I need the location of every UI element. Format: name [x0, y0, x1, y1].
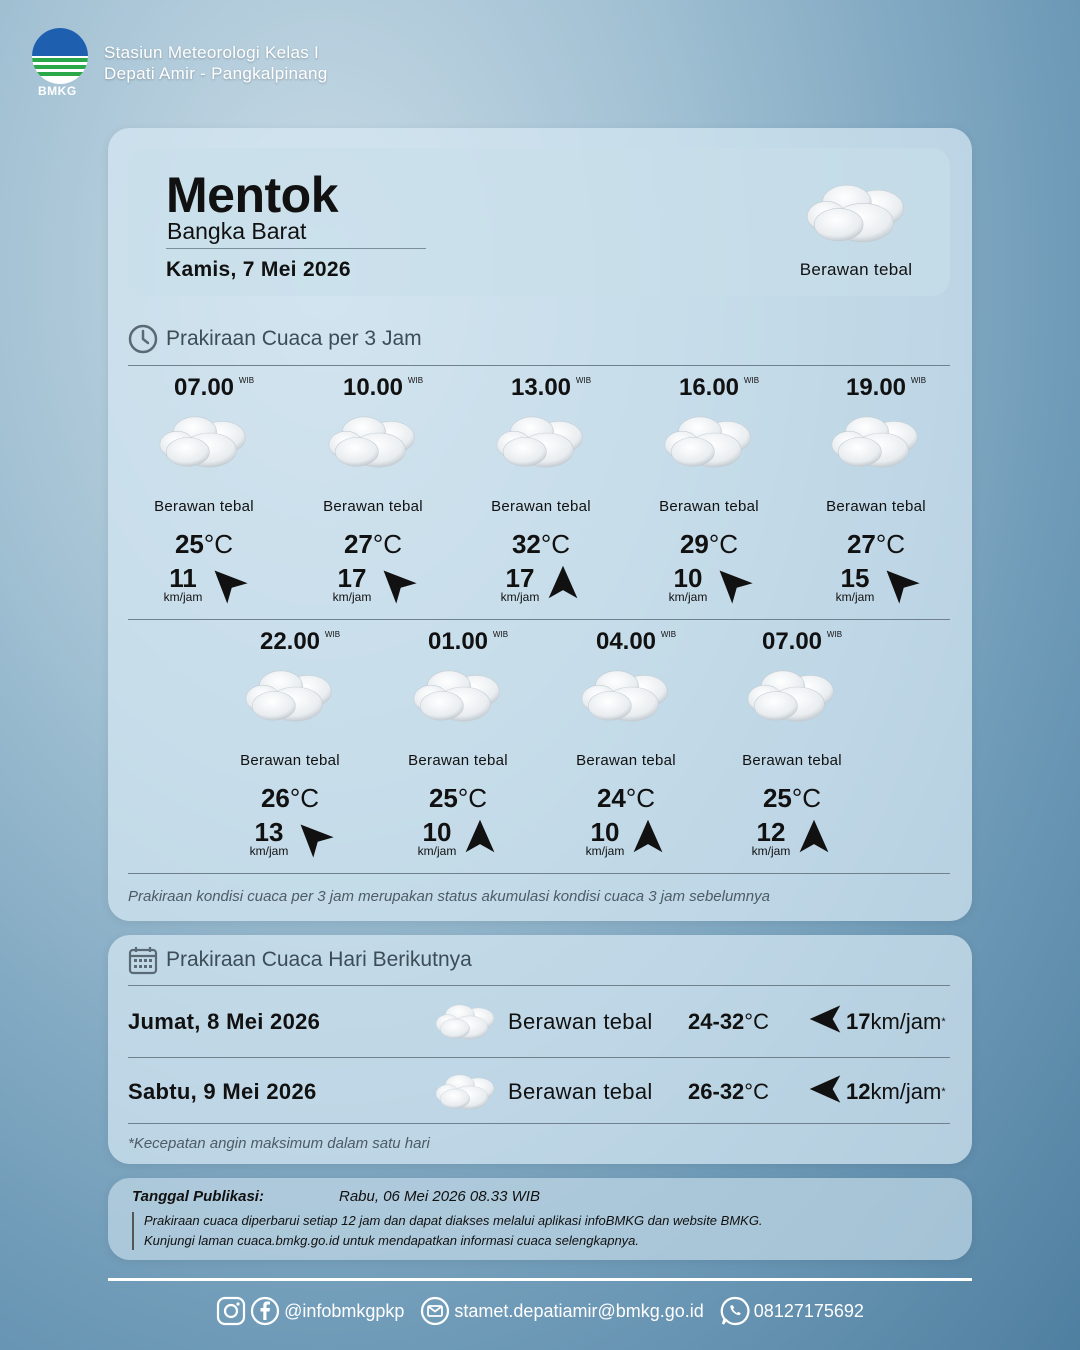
slot-timezone: WIB: [407, 376, 424, 385]
slot-timezone: WIB: [324, 630, 341, 639]
slot-temp-value: 27: [846, 529, 876, 559]
social-contact[interactable]: [216, 1296, 404, 1326]
slot-time-value: 19.00: [845, 374, 907, 401]
cloud-icon: [293, 414, 453, 486]
slot-temp-unit: °C: [203, 529, 234, 559]
slot-temperature: [124, 529, 284, 560]
slot-temperature: [546, 783, 706, 814]
next-day-tmin: 26: [688, 1079, 713, 1104]
hourly-slot: [293, 374, 453, 604]
publication-note-1: Prakiraan cuaca diperbarui setiap 12 jam dan dapat diakses melalui aplikasi infoBMKG dan website BMKG.: [144, 1213, 763, 1228]
hourly-slot: [546, 628, 706, 858]
slot-temperature: [796, 529, 956, 560]
slot-wind-speed: 13: [254, 817, 284, 847]
instagram-icon: [216, 1296, 246, 1326]
cloud-icon: [806, 182, 908, 250]
slot-wind-speed: 15: [840, 563, 870, 593]
next-day-temperature: 26-32°C: [688, 1079, 769, 1104]
hourly-note: Prakiraan kondisi cuaca per 3 jam merupakan status akumulasi kondisi cuaca 3 jam sebelumnya: [128, 888, 770, 905]
slot-condition: Berawan tebal: [154, 498, 254, 515]
slot-wind-unit: km/jam: [163, 590, 203, 604]
divider: [132, 1212, 134, 1250]
facebook-icon: [250, 1296, 280, 1326]
wind-direction-icon: [377, 564, 413, 605]
slot-wind: [796, 564, 956, 604]
slot-condition: Berawan tebal: [323, 498, 423, 515]
publication-note-2: Kunjungi laman cuaca.bmkg.go.id untuk mendapatkan informasi cuaca selengkapnya.: [144, 1233, 640, 1248]
slot-wind: [546, 818, 706, 858]
slot-time: [595, 628, 677, 656]
wind-direction-icon: [713, 564, 749, 605]
cloud-icon: [210, 668, 370, 740]
station-header: [32, 28, 328, 98]
next-day-row: [128, 987, 950, 1057]
divider: [128, 365, 950, 366]
slot-wind-speed: 12: [756, 817, 786, 847]
next-days-section-title: [128, 945, 472, 975]
next-day-wind-unit: km/jam: [870, 1009, 942, 1034]
whatsapp-icon: [720, 1296, 750, 1326]
next-day-wind-unit: km/jam: [870, 1079, 942, 1104]
slot-condition: Berawan tebal: [491, 498, 591, 515]
slot-timezone: WIB: [826, 630, 843, 639]
logo-text: BMKG: [38, 84, 77, 98]
divider: [166, 248, 426, 249]
slot-temp-value: 25: [428, 783, 458, 813]
station-name-line2: Depati Amir - Pangkalpinang: [104, 64, 328, 83]
slot-temperature: [210, 783, 370, 814]
next-day-row: [128, 1057, 950, 1127]
cloud-icon: [461, 414, 621, 486]
mail-icon: [420, 1296, 450, 1326]
slot-time-value: 16.00: [678, 374, 740, 401]
slot-temperature: [293, 529, 453, 560]
slot-temp-unit: °C: [540, 529, 571, 559]
slot-time-value: 07.00: [761, 628, 823, 655]
next-day-wind: [808, 1072, 946, 1112]
hourly-slot: [461, 374, 621, 604]
slot-temp-unit: °C: [289, 783, 320, 813]
divider: [128, 985, 950, 986]
wind-direction-icon: [796, 818, 832, 859]
next-day-tmin: 24: [688, 1009, 713, 1034]
city-name: Mentok: [166, 167, 338, 223]
next-day-wind-speed: 12: [846, 1079, 871, 1104]
slot-time-value: 13.00: [510, 374, 572, 401]
slot-timezone: WIB: [238, 376, 255, 385]
slot-time: [761, 628, 843, 656]
hourly-slot: [712, 628, 872, 858]
cloud-icon: [428, 1073, 504, 1111]
slot-temp-unit: °C: [372, 529, 403, 559]
station-name-line1: Stasiun Meteorologi Kelas I: [104, 43, 320, 62]
next-day-wind-speed: 17: [846, 1009, 871, 1034]
whatsapp-contact[interactable]: [720, 1296, 864, 1326]
hourly-slot: [210, 628, 370, 858]
divider: [128, 873, 950, 874]
slot-wind: [293, 564, 453, 604]
slot-time-value: 10.00: [342, 374, 404, 401]
slot-temp-unit: °C: [708, 529, 739, 559]
slot-time: [259, 628, 341, 656]
phone-number: 08127175692: [753, 1300, 864, 1321]
wind-note: *Kecepatan angin maksimum dalam satu hari: [128, 1135, 430, 1152]
slot-time: [678, 374, 760, 402]
slot-temp-value: 24: [596, 783, 626, 813]
hourly-section-title: [128, 324, 422, 354]
slot-wind-speed: 17: [505, 563, 535, 593]
wind-direction-icon: [630, 818, 666, 859]
wind-direction-icon: [808, 1002, 842, 1042]
slot-wind-unit: km/jam: [668, 590, 708, 604]
slot-wind: [629, 564, 789, 604]
cloud-icon: [629, 414, 789, 486]
next-day-date: Sabtu, 9 Mei 2026: [128, 1079, 317, 1104]
slot-wind-unit: km/jam: [500, 590, 540, 604]
publication-panel: [108, 1178, 972, 1260]
region-name: Bangka Barat: [167, 218, 307, 244]
slot-temperature: [378, 783, 538, 814]
slot-wind-unit: km/jam: [835, 590, 875, 604]
slot-temperature: [712, 783, 872, 814]
publication-date: Rabu, 06 Mei 2026 08.33 WIB: [339, 1188, 540, 1205]
cloud-icon: [796, 414, 956, 486]
hourly-slot: [796, 374, 956, 604]
email-address: stamet.depatiamir@bmkg.go.id: [454, 1300, 704, 1321]
slot-temperature: [629, 529, 789, 560]
slot-condition: Berawan tebal: [240, 752, 340, 769]
slot-wind-speed: 17: [337, 563, 367, 593]
forecast-date: Kamis, 7 Mei 2026: [166, 258, 351, 281]
slot-time-value: 04.00: [595, 628, 657, 655]
slot-temp-value: 32: [511, 529, 541, 559]
slot-condition: Berawan tebal: [576, 752, 676, 769]
hourly-slot: [124, 374, 284, 604]
slot-wind: [124, 564, 284, 604]
slot-temp-value: 25: [762, 783, 792, 813]
slot-temp-value: 25: [174, 529, 204, 559]
slot-condition: Berawan tebal: [742, 752, 842, 769]
slot-temp-unit: °C: [791, 783, 822, 813]
hourly-title-text: Prakiraan Cuaca per 3 Jam: [166, 327, 422, 350]
slot-wind: [210, 818, 370, 858]
slot-time: [342, 374, 424, 402]
wind-direction-icon: [462, 818, 498, 859]
slot-wind: [461, 564, 621, 604]
wind-direction-icon: [208, 564, 244, 605]
slot-wind-speed: 10: [422, 817, 452, 847]
wind-direction-icon: [880, 564, 916, 605]
cloud-icon: [546, 668, 706, 740]
divider: [128, 1057, 950, 1058]
slot-temp-value: 27: [343, 529, 373, 559]
slot-condition: Berawan tebal: [659, 498, 759, 515]
slot-wind-speed: 11: [169, 563, 197, 593]
next-day-temp-unit: °C: [744, 1079, 769, 1104]
email-contact[interactable]: [420, 1296, 703, 1326]
slot-wind-unit: km/jam: [417, 844, 457, 858]
slot-timezone: WIB: [575, 376, 592, 385]
footer-divider: [108, 1278, 972, 1281]
cloud-icon: [712, 668, 872, 740]
social-handle: @infobmkgpkp: [284, 1300, 405, 1321]
hourly-slot: [378, 628, 538, 858]
wind-direction-icon: [808, 1072, 842, 1112]
cloud-icon: [124, 414, 284, 486]
slot-time-value: 01.00: [427, 628, 489, 655]
next-days-panel: [108, 935, 972, 1164]
slot-timezone: WIB: [492, 630, 509, 639]
slot-condition: Berawan tebal: [826, 498, 926, 515]
slot-wind-unit: km/jam: [332, 590, 372, 604]
slot-wind-unit: km/jam: [751, 844, 791, 858]
next-day-tmax: 32: [719, 1079, 745, 1104]
cloud-icon: [378, 668, 538, 740]
slot-wind-unit: km/jam: [249, 844, 289, 858]
slot-time-value: 22.00: [259, 628, 321, 655]
next-day-condition: Berawan tebal: [508, 1009, 653, 1034]
slot-temperature: [461, 529, 621, 560]
cloud-icon: [428, 1003, 504, 1041]
publication-label: Tanggal Publikasi:: [132, 1188, 264, 1205]
slot-temp-value: 26: [260, 783, 290, 813]
slot-wind-speed: 10: [673, 563, 703, 593]
wind-direction-icon: [545, 564, 581, 605]
slot-time: [173, 374, 255, 402]
slot-timezone: WIB: [910, 376, 927, 385]
next-day-condition: Berawan tebal: [508, 1079, 653, 1104]
wind-direction-icon: [294, 818, 330, 859]
next-day-temp-unit: °C: [744, 1009, 769, 1034]
wind-footnote-mark: *: [941, 1016, 946, 1028]
bmkg-logo: [32, 28, 90, 98]
slot-wind: [378, 818, 538, 858]
slot-time: [845, 374, 927, 402]
divider: [128, 619, 950, 620]
calendar-icon: [128, 945, 158, 975]
next-day-tmax: 32: [719, 1009, 745, 1034]
wind-footnote-mark: *: [941, 1086, 946, 1098]
next-days-title-text: Prakiraan Cuaca Hari Berikutnya: [166, 948, 472, 971]
footer: [0, 1296, 1080, 1326]
next-day-temperature: 24-32°C: [688, 1009, 769, 1034]
slot-timezone: WIB: [743, 376, 760, 385]
slot-time: [427, 628, 509, 656]
slot-time: [510, 374, 592, 402]
next-day-wind: [808, 1002, 946, 1042]
slot-time-value: 07.00: [173, 374, 235, 401]
slot-timezone: WIB: [660, 630, 677, 639]
divider: [128, 1123, 950, 1124]
slot-temp-unit: °C: [625, 783, 656, 813]
forecast-panel: [108, 128, 972, 921]
slot-temp-unit: °C: [875, 529, 906, 559]
slot-wind-unit: km/jam: [585, 844, 625, 858]
current-condition: Berawan tebal: [799, 260, 913, 279]
next-day-date: Jumat, 8 Mei 2026: [128, 1009, 321, 1034]
slot-wind: [712, 818, 872, 858]
hourly-slot: [629, 374, 789, 604]
slot-condition: Berawan tebal: [408, 752, 508, 769]
location-card: [128, 148, 950, 296]
slot-temp-value: 29: [679, 529, 709, 559]
clock-icon: [128, 324, 158, 354]
slot-wind-speed: 10: [590, 817, 620, 847]
slot-temp-unit: °C: [457, 783, 488, 813]
